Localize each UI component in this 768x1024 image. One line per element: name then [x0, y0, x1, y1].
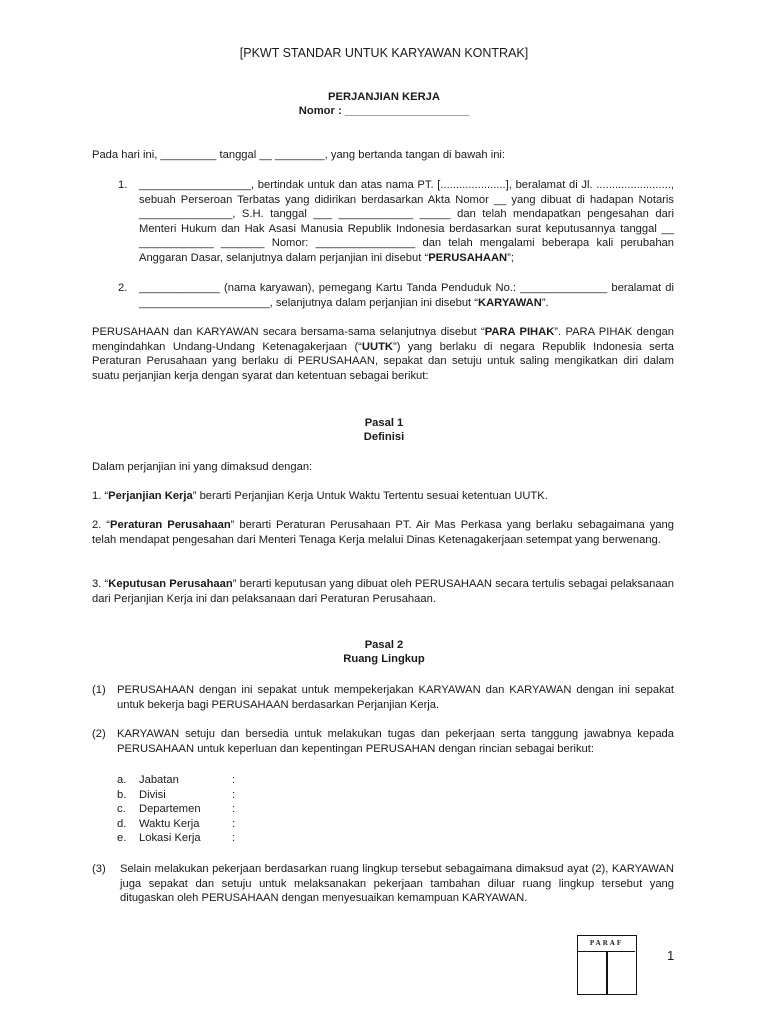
detail-item-jabatan — [117, 773, 317, 788]
detail-letter: d. — [117, 817, 127, 830]
definition-1 — [92, 489, 674, 504]
recital-term-para-pihak: PARA PIHAK — [484, 326, 555, 338]
definition-1-number: 1. “ — [92, 490, 109, 502]
definition-3-number: 3. “ — [92, 578, 109, 590]
definition-2 — [92, 518, 674, 547]
definition-1-text: ” berarti Perjanjian Kerja Untuk Waktu Tertentu sesuai ketentuan UUTK. — [192, 490, 548, 502]
detail-colon: : — [232, 817, 236, 830]
agreement-title: PERJANJIAN KERJA — [328, 91, 440, 103]
detail-colon: : — [232, 788, 236, 801]
detail-letter: c. — [117, 803, 126, 816]
recital-term-uutk: UUTK — [361, 340, 393, 353]
detail-label: Jabatan — [139, 774, 179, 786]
party2-term: KARYAWAN — [478, 296, 542, 309]
detail-item-divisi — [117, 788, 317, 803]
detail-letter: e. — [117, 832, 127, 845]
pasal1-subtitle: Definisi — [363, 431, 405, 443]
party1-text: __________________, bertindak untuk dan atas nama PT. [.....................], beralamat di Jl. ........................, sebuah Perseroan Terbatas yang didirikan berdasarkan Akta Nomor __ yang dibuat di hadapan Notaris _______________, S.H. tanggal ___ ____________ _____ dan telah mendapatkan pengesahan dari Menteri Hukum dan Hak Asasi Manusia Republik Indonesia berdasarkan surat keputusannya tanggal __ ____________ _______ Nomor: ________________ dan telah mengalami beberapa kali perubahan Anggaran Dasar, selanjutnya dalam perjanjian ini disebut “ — [139, 179, 674, 264]
detail-label: Lokasi Kerja — [139, 832, 201, 845]
employment-details-list — [117, 773, 317, 846]
pasal1-intro: Dalam perjanjian ini yang dimaksud dengan: — [92, 461, 313, 473]
detail-item-waktu-kerja — [117, 817, 317, 832]
detail-item-departemen — [117, 802, 317, 817]
recital-text-3: ”) yang berlaku di negara Republik Indonesia serta Peraturan Perusahaan yang berlaku di PERUSAHAAN, sepakat dan setuju untuk saling mengikatkan diri dalam suatu perjanjian kerja dengan syarat dan ketentuan sebagai berikut: — [92, 340, 674, 382]
recital-text-2: ”. PARA PIHAK dengan mengindahkan Undang-Undang Ketenagakerjaan (“ — [92, 326, 674, 353]
definition-2-number: 2. “ — [92, 519, 111, 531]
party2-text: _____________ (nama karyawan), pemegang Kartu Tanda Penduduk No.: ______________ beralamat di _____________________, selanjutnya dalam perjanjian ini disebut “ — [139, 282, 674, 309]
detail-colon: : — [232, 832, 236, 845]
detail-letter: b. — [117, 788, 127, 801]
agreement-number: Nomor : ____________________ — [298, 105, 470, 117]
definition-3 — [92, 577, 674, 606]
paraf-box — [577, 935, 637, 995]
definition-3-term: Keputusan Perusahaan — [108, 578, 233, 590]
clause-1-number: (1) — [92, 684, 106, 696]
party1-number: 1. — [118, 179, 128, 191]
opening-paragraph: Pada hari ini, _________ tanggal __ ________, yang bertanda tangan di bawah ini: — [92, 149, 506, 161]
pasal2-subtitle: Ruang Lingkup — [343, 653, 425, 665]
detail-label: Departemen — [139, 803, 201, 816]
pasal1-title: Pasal 1 — [364, 417, 404, 429]
detail-letter: a. — [117, 774, 127, 786]
page-number: 1 — [667, 948, 675, 963]
definition-3-text: ” berarti keputusan yang dibuat oleh PERUSAHAAN secara tertulis sebagai pelaksanaan dari Perjanjian Kerja ini dan pelaksanaan dari Peraturan Perusahaan. — [92, 578, 675, 605]
definition-2-text: ” berarti Peraturan Perusahaan PT. Air Mas Perkasa yang berlaku sebagaimana yang telah mendapat pengesahan dari Menteri Tenaga Kerja melalui Dinas Ketenagakerjaan setempat yang berwenang. — [92, 519, 674, 546]
detail-label: Waktu Kerja — [139, 817, 200, 830]
party2-number: 2. — [118, 282, 128, 294]
party2-paragraph — [139, 281, 674, 310]
party1-paragraph — [139, 178, 674, 266]
detail-item-lokasi-kerja — [117, 831, 317, 846]
document-header: [PKWT STANDAR UNTUK KARYAWAN KONTRAK] — [239, 46, 529, 60]
party2-end: ”. — [541, 296, 549, 309]
detail-colon: : — [232, 774, 236, 786]
recital-paragraph — [92, 325, 674, 383]
recital-text-1: PERUSAHAAN dan KARYAWAN secara bersama-sama selanjutnya disebut “ — [92, 326, 485, 338]
party1-term: PERUSAHAAN — [428, 251, 508, 264]
clause-3-text: Selain melakukan pekerjaan berdasarkan ruang lingkup tersebut sebagaimana dimaksud ayat (2), KARYAWAN juga sepakat dan setuju untuk melaksanakan pekerjaan tambahan diluar ruang lingkup tersebut yang ditugaskan oleh PERUSAHAAN dengan menyesuaikan kemampuan KARYAWAN. — [120, 863, 674, 905]
paraf-divider — [606, 951, 608, 994]
detail-label: Divisi — [139, 788, 166, 801]
detail-colon: : — [232, 803, 236, 816]
party1-end: ”; — [507, 251, 514, 264]
paraf-label: PARAF — [578, 936, 635, 952]
clause-2-number: (2) — [92, 728, 106, 740]
pasal2-title: Pasal 2 — [364, 639, 404, 651]
clause-1-text: PERUSAHAAN dengan ini sepakat untuk mempekerjakan KARYAWAN dan KARYAWAN dengan ini sepakat untuk bekerja bagi PERUSAHAAN berdasarkan Perjanjian Kerja. — [117, 684, 674, 711]
clause-2-text: KARYAWAN setuju dan bersedia untuk melakukan tugas dan pekerjaan serta tanggung jawabnya kepada PERUSAHAAN untuk keperluan dan kepentingan PERUSAHAN dengan rincian sebagai berikut: — [117, 728, 674, 755]
clause-3-number: (3) — [92, 863, 106, 875]
definition-2-term: Peraturan Perusahaan — [110, 519, 231, 531]
definition-1-term: Perjanjian Kerja — [108, 490, 193, 502]
